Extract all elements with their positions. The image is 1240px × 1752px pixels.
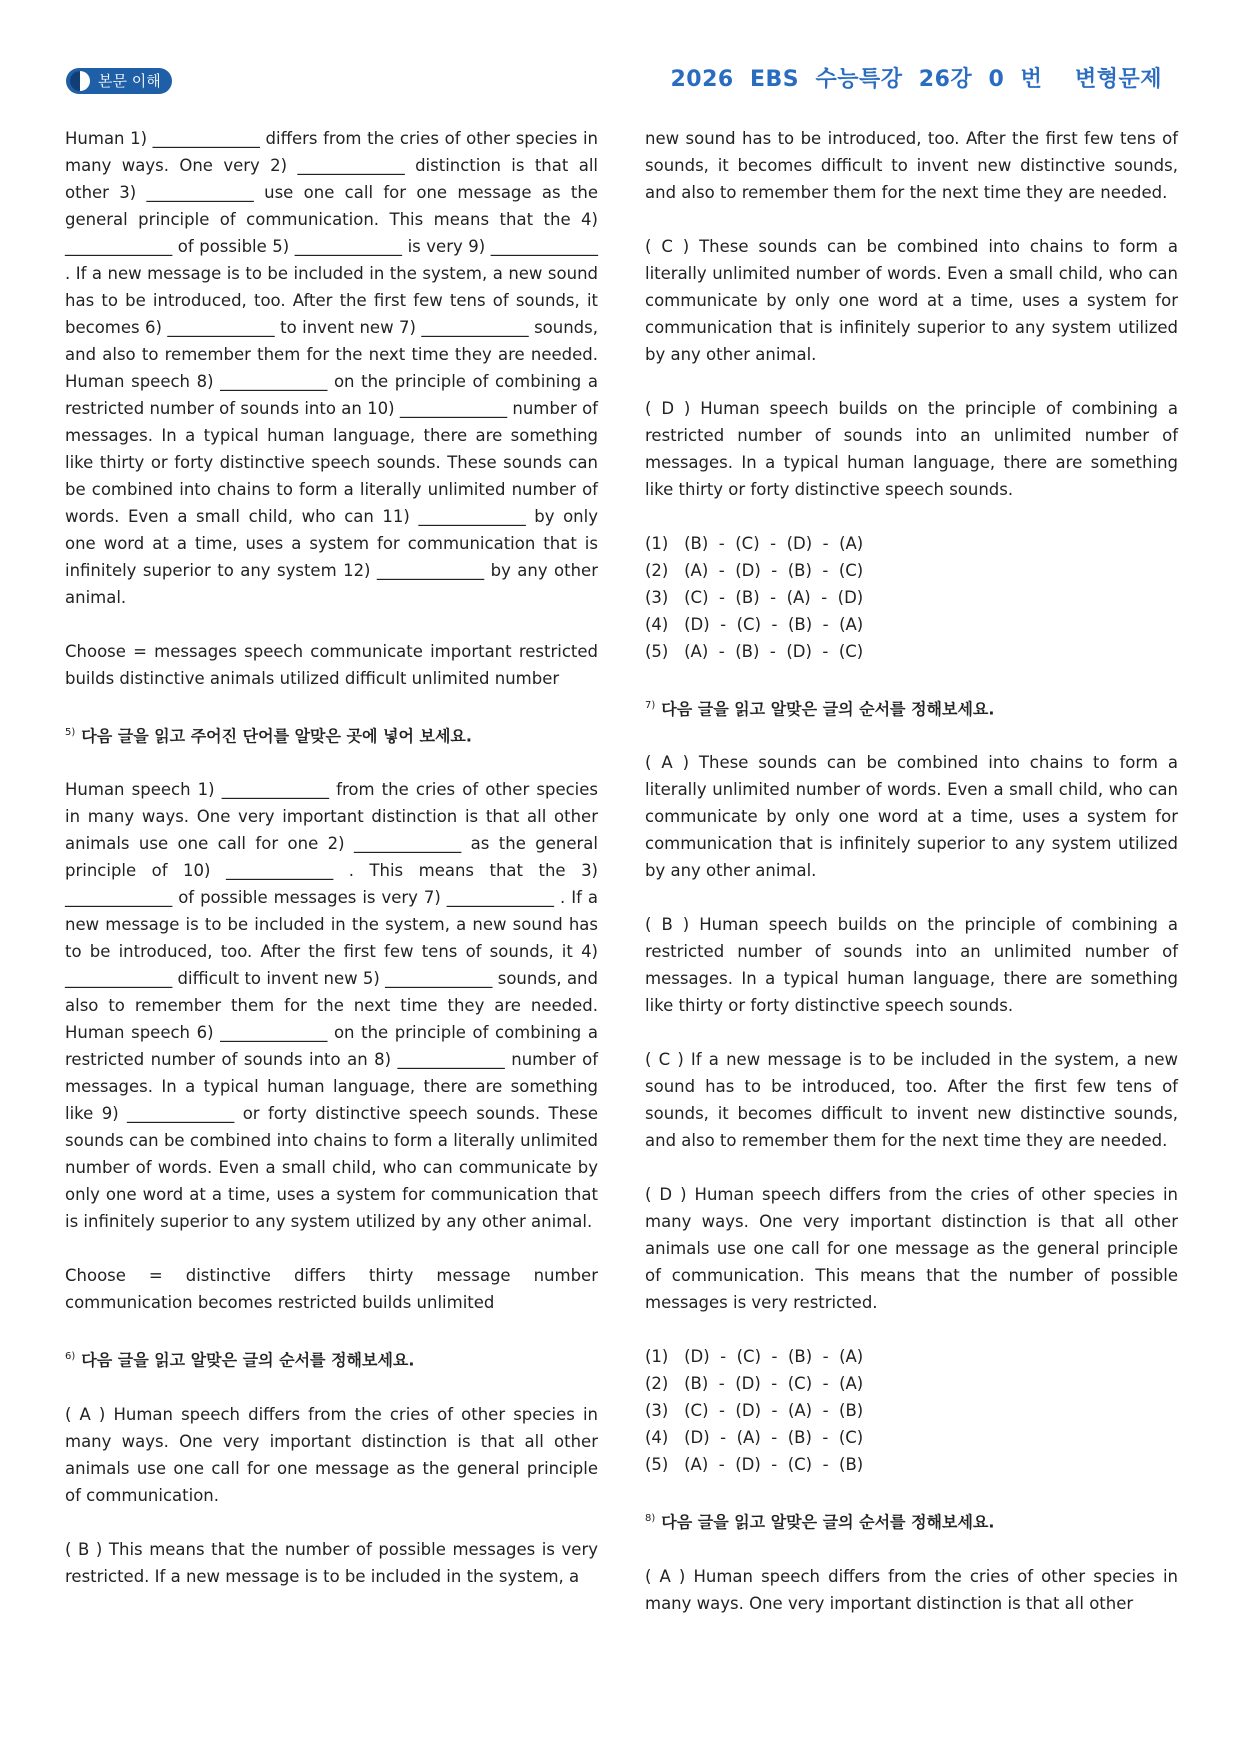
q6-paragraph-b-continued: new sound has to be introduced, too. After the first few tens of sounds, it becomes difficult to invent new distinctive sounds, and also to remember them for the next time they are needed.	[645, 129, 1178, 202]
q7-paragraph-a: ( A ) These sounds can be combined into chains to form a literally unlimited number of words. Even a small child, who can communicate by only one word at a time, uses a system for communication that is infinitely superior to any system utilized by any other animal.	[645, 753, 1178, 881]
question-7-title: $^{7)}$ 다음 글을 읽고 알맞은 글의 순서를 정해보세요.	[645, 699, 995, 719]
right-column	[645, 125, 1178, 1617]
q6-option-2[interactable]: (2) (A) - (D) - (B) - (C)	[645, 561, 864, 580]
q6-paragraph-c: ( C ) These sounds can be combined into chains to form a literally unlimited number of words. Even a small child, who can communicate by only one word at a time, uses a system for communication that is infinitely superior to any system utilized by any other animal.	[645, 237, 1178, 364]
passage-5: Human speech 1) _____________ from the cries of other species in many ways. One very important distinction is that all other animals use one call for one 2) _____________ as the general principle of 10) _____________ . This means that the 3) _____________ of possible messages is very 7) _____________ . If a new message is to be included in the system, a new sound has to be introduced, too. After the first few tens of sounds, it 4) _____________ difficult to invent new 5) _____________ sounds, and also to remember them for the next time they are needed. Human speech 6) _____________ on the principle of combining a restricted number of sounds into an 8) _____________ number of messages. In a typical human language, there are something like 9) _____________ or forty distinctive speech sounds. These sounds can be combined into chains to form a literally unlimited number of words. Even a small child, who can communicate by only one word at a time, uses a system for communication that is infinitely superior to any system utilized by any other animal.	[65, 780, 598, 1232]
page-title: 2026 EBS 수능특강 26강 0 번 변형문제	[670, 67, 1162, 92]
q7-option-2[interactable]: (2) (B) - (D) - (C) - (A)	[645, 1374, 864, 1394]
q7-option-3[interactable]: (3) (C) - (D) - (A) - (B)	[645, 1401, 864, 1421]
q6-option-5[interactable]: (5) (A) - (B) - (D) - (C)	[645, 642, 864, 661]
q7-paragraph-d: ( D ) Human speech differs from the cries of other species in many ways. One very important distinction is that all other animals use one call for one message as the general principle of communication. This means that the number of possible messages is very restricted.	[645, 1185, 1178, 1313]
q7-paragraph-c: ( C ) If a new message is to be included in the system, a new sound has to be introduced, too. After the first few tens of sounds, it becomes difficult to invent new distinctive sounds, and also to remember them for the next time they are needed.	[645, 1050, 1178, 1151]
badge-label: 본문 이해	[98, 72, 161, 90]
section-badge	[66, 68, 172, 94]
q7-option-4[interactable]: (4) (D) - (A) - (B) - (C)	[645, 1428, 864, 1448]
q8-paragraph-a: ( A ) Human speech differs from the cries of other species in many ways. One very important distinction is that all other	[645, 1566, 1178, 1613]
question-6-title: $^{6)}$ 다음 글을 읽고 알맞은 글의 순서를 정해보세요.	[65, 1350, 415, 1370]
q6-option-4[interactable]: (4) (D) - (C) - (B) - (A)	[645, 615, 864, 634]
q7-options	[645, 1343, 1178, 1478]
passage-4: Human 1) _____________ differs from the cries of other species in many ways. One very 2) _____________ distinction is that all other 3) _____________ use one call for one message as the general principle of communication. This means that the 4) _____________ of possible 5) _____________ is very 9) _____________ . If a new message is to be included in the system, a new sound has to be introduced, too. After the first few tens of sounds, it becomes 6) _____________ to invent new 7) _____________ sounds, and also to remember them for the next time they are needed. Human speech 8) _____________ on the principle of combining a restricted number of sounds into an 10) _____________ number of messages. In a typical human language, there are something like thirty or forty distinctive speech sounds. These sounds can be combined into chains to form a literally unlimited number of words. Even a small child, who can 11) _____________ by only one word at a time, uses a system for communication that is infinitely superior to any system 12) _____________ by any other animal.	[65, 129, 598, 607]
question-8-title: $^{8)}$ 다음 글을 읽고 알맞은 글의 순서를 정해보세요.	[645, 1512, 995, 1532]
q7-option-5[interactable]: (5) (A) - (D) - (C) - (B)	[645, 1455, 864, 1475]
q6-option-3[interactable]: (3) (C) - (B) - (A) - (D)	[645, 588, 864, 607]
question-5-title: $^{5)}$ 다음 글을 읽고 주어진 단어를 알맞은 곳에 넣어 보세요.	[65, 726, 472, 746]
choose-list-4: Choose = messages speech communicate important restricted builds distinctive animals utilized difficult unlimited number	[65, 642, 598, 688]
q6-paragraph-d: ( D ) Human speech builds on the principle of combining a restricted number of sounds into an unlimited number of messages. In a typical human language, there are something like thirty or forty distinctive speech sounds.	[645, 399, 1178, 499]
q6-paragraph-a: ( A ) Human speech differs from the cries of other species in many ways. One very important distinction is that all other animals use one call for one message as the general principle of communication.	[65, 1404, 598, 1505]
q6-paragraph-b: ( B ) This means that the number of possible messages is very restricted. If a new message is to be included in the system, a	[65, 1539, 598, 1586]
left-column	[65, 125, 598, 1590]
q6-option-1[interactable]: (1) (B) - (C) - (D) - (A)	[645, 534, 864, 553]
q7-option-1[interactable]: (1) (D) - (C) - (B) - (A)	[645, 1347, 864, 1367]
page-header	[66, 62, 1174, 98]
half-circle-icon	[70, 71, 90, 91]
q7-paragraph-b: ( B ) Human speech builds on the principle of combining a restricted number of sounds into an unlimited number of messages. In a typical human language, there are something like thirty or forty distinctive speech sounds.	[645, 915, 1178, 1016]
choose-list-5: Choose = distinctive differs thirty message number communication becomes restricted builds unlimited	[65, 1266, 598, 1313]
q6-options	[645, 530, 1178, 665]
